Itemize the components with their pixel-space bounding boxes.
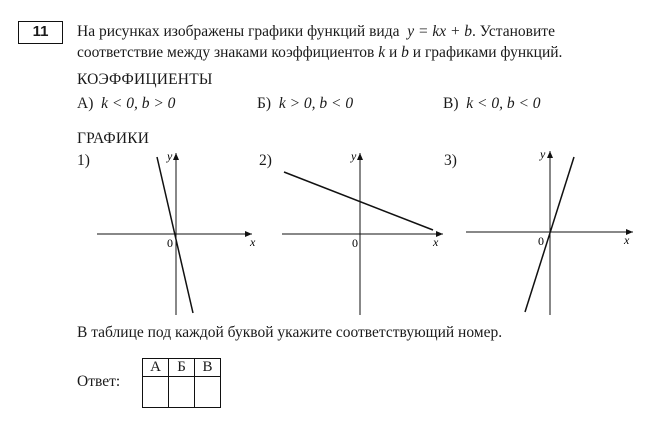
graph-3-y-label: y bbox=[540, 147, 546, 161]
answer-cell-b[interactable] bbox=[169, 377, 195, 408]
conj-and: и bbox=[388, 44, 398, 61]
task-text-line2-end: и графиками функций. bbox=[412, 44, 563, 61]
graph-2-y-label: y bbox=[351, 149, 357, 163]
graph-1-y-label: y bbox=[167, 149, 173, 163]
answer-cell-v[interactable] bbox=[195, 377, 221, 408]
graphs-heading: ГРАФИКИ bbox=[77, 130, 150, 147]
task-text-line1-end: . Установите bbox=[472, 23, 555, 40]
answer-header-a: А bbox=[143, 359, 169, 377]
coefficient-a-letter: А) bbox=[77, 95, 94, 112]
answer-cell-a[interactable] bbox=[143, 377, 169, 408]
task-text-line2-start: соответствие между знаками коэффициентов bbox=[77, 44, 375, 61]
formula: y = kx + b bbox=[407, 23, 473, 40]
coefficient-b-condition: k > 0, b < 0 bbox=[278, 95, 354, 112]
var-b: b bbox=[401, 44, 409, 61]
graph-2-origin: 0 bbox=[352, 236, 358, 250]
answer-header-b: Б bbox=[169, 359, 195, 377]
graph-3-label: 3) bbox=[444, 152, 457, 169]
graph-3-x-label: x bbox=[624, 233, 630, 247]
answer-label: Ответ: bbox=[77, 373, 121, 390]
task-number: 11 bbox=[18, 21, 63, 44]
answer-header-v: В bbox=[195, 359, 221, 377]
var-k: k bbox=[378, 44, 386, 61]
coefficient-v-letter: В) bbox=[443, 95, 459, 112]
coefficient-a-condition: k < 0, b > 0 bbox=[101, 95, 176, 112]
answer-table bbox=[142, 358, 221, 408]
graph-1-label: 1) bbox=[77, 152, 90, 169]
task-text-start: На рисунках изображены графики функций вида bbox=[77, 23, 400, 40]
coefficients-heading: КОЭФФИЦИЕНТЫ bbox=[77, 71, 213, 88]
coefficient-b-letter: Б) bbox=[257, 95, 272, 112]
graph-3-origin: 0 bbox=[538, 234, 544, 248]
graph-2-x-label: x bbox=[433, 235, 439, 249]
coefficient-v-condition: k < 0, b < 0 bbox=[466, 95, 541, 112]
instruction-text: В таблице под каждой буквой укажите соответствующий номер. bbox=[77, 324, 503, 341]
graph-1-origin: 0 bbox=[167, 236, 173, 250]
graph-3-y-arrow bbox=[547, 151, 553, 158]
graph-1-x-label: x bbox=[250, 235, 256, 249]
graph-2-label: 2) bbox=[259, 152, 272, 169]
